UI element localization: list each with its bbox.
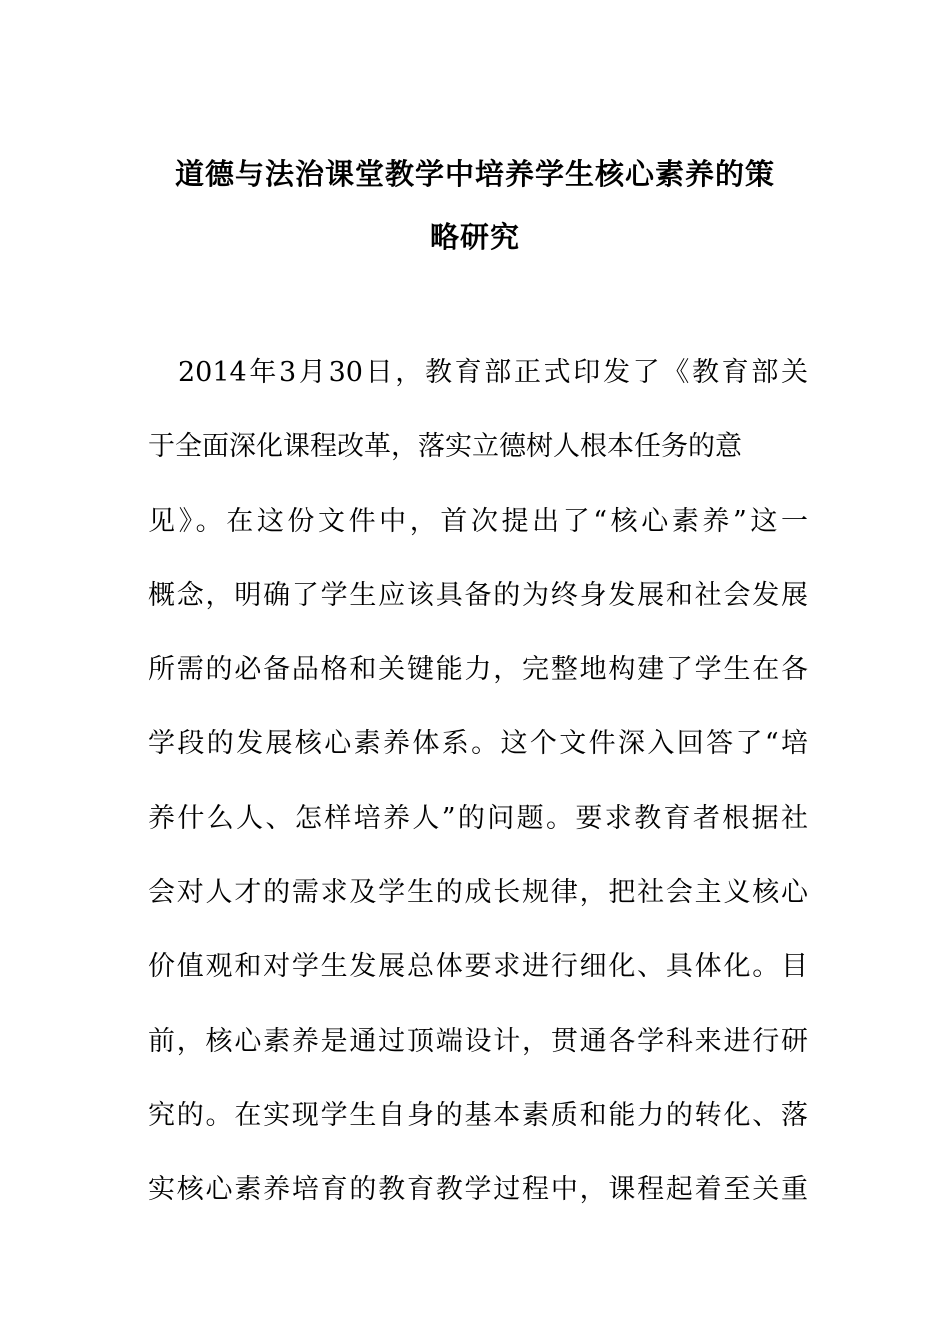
paragraph-line: 价值观和对学生发展总体要求进行细化、具体化。目 xyxy=(148,951,808,983)
paragraph-line: 所需的必备品格和关键能力，完整地构建了学生在各 xyxy=(148,654,808,686)
title-line: 道德与法治课堂教学中培养学生核心素养的策 xyxy=(174,157,775,191)
paragraph-line: 学段的发展核心素养体系。这个文件深入回答了“培 xyxy=(148,728,808,760)
paragraph-line: 会对人才的需求及学生的成长规律，把社会主义核心 xyxy=(148,877,808,909)
paragraph-line: 见》。在这份文件中，首次提出了“核心素养”这一 xyxy=(148,505,808,537)
paragraph-line: 究的。在实现学生自身的基本素质和能力的转化、落 xyxy=(148,1099,808,1131)
paragraph-line: 前，核心素养是通过顶端设计，贯通各学科来进行研 xyxy=(148,1025,808,1057)
paragraph-line: 实核心素养培育的教育教学过程中，课程起着至关重 xyxy=(148,1174,808,1206)
paragraph-line: 于全面深化课程改革，落实立德树人根本任务的意 xyxy=(148,431,742,463)
document-title xyxy=(140,143,810,269)
body-paragraph xyxy=(148,336,808,1228)
paragraph-line: 2014年3月30日，教育部正式印发了《教育部关 xyxy=(178,357,808,388)
paragraph-line: 概念，明确了学生应该具备的为终身发展和社会发展 xyxy=(148,579,808,611)
title-line: 略研究 xyxy=(429,220,520,254)
paragraph-line: 养什么人、怎样培养人”的问题。要求教育者根据社 xyxy=(148,802,808,834)
